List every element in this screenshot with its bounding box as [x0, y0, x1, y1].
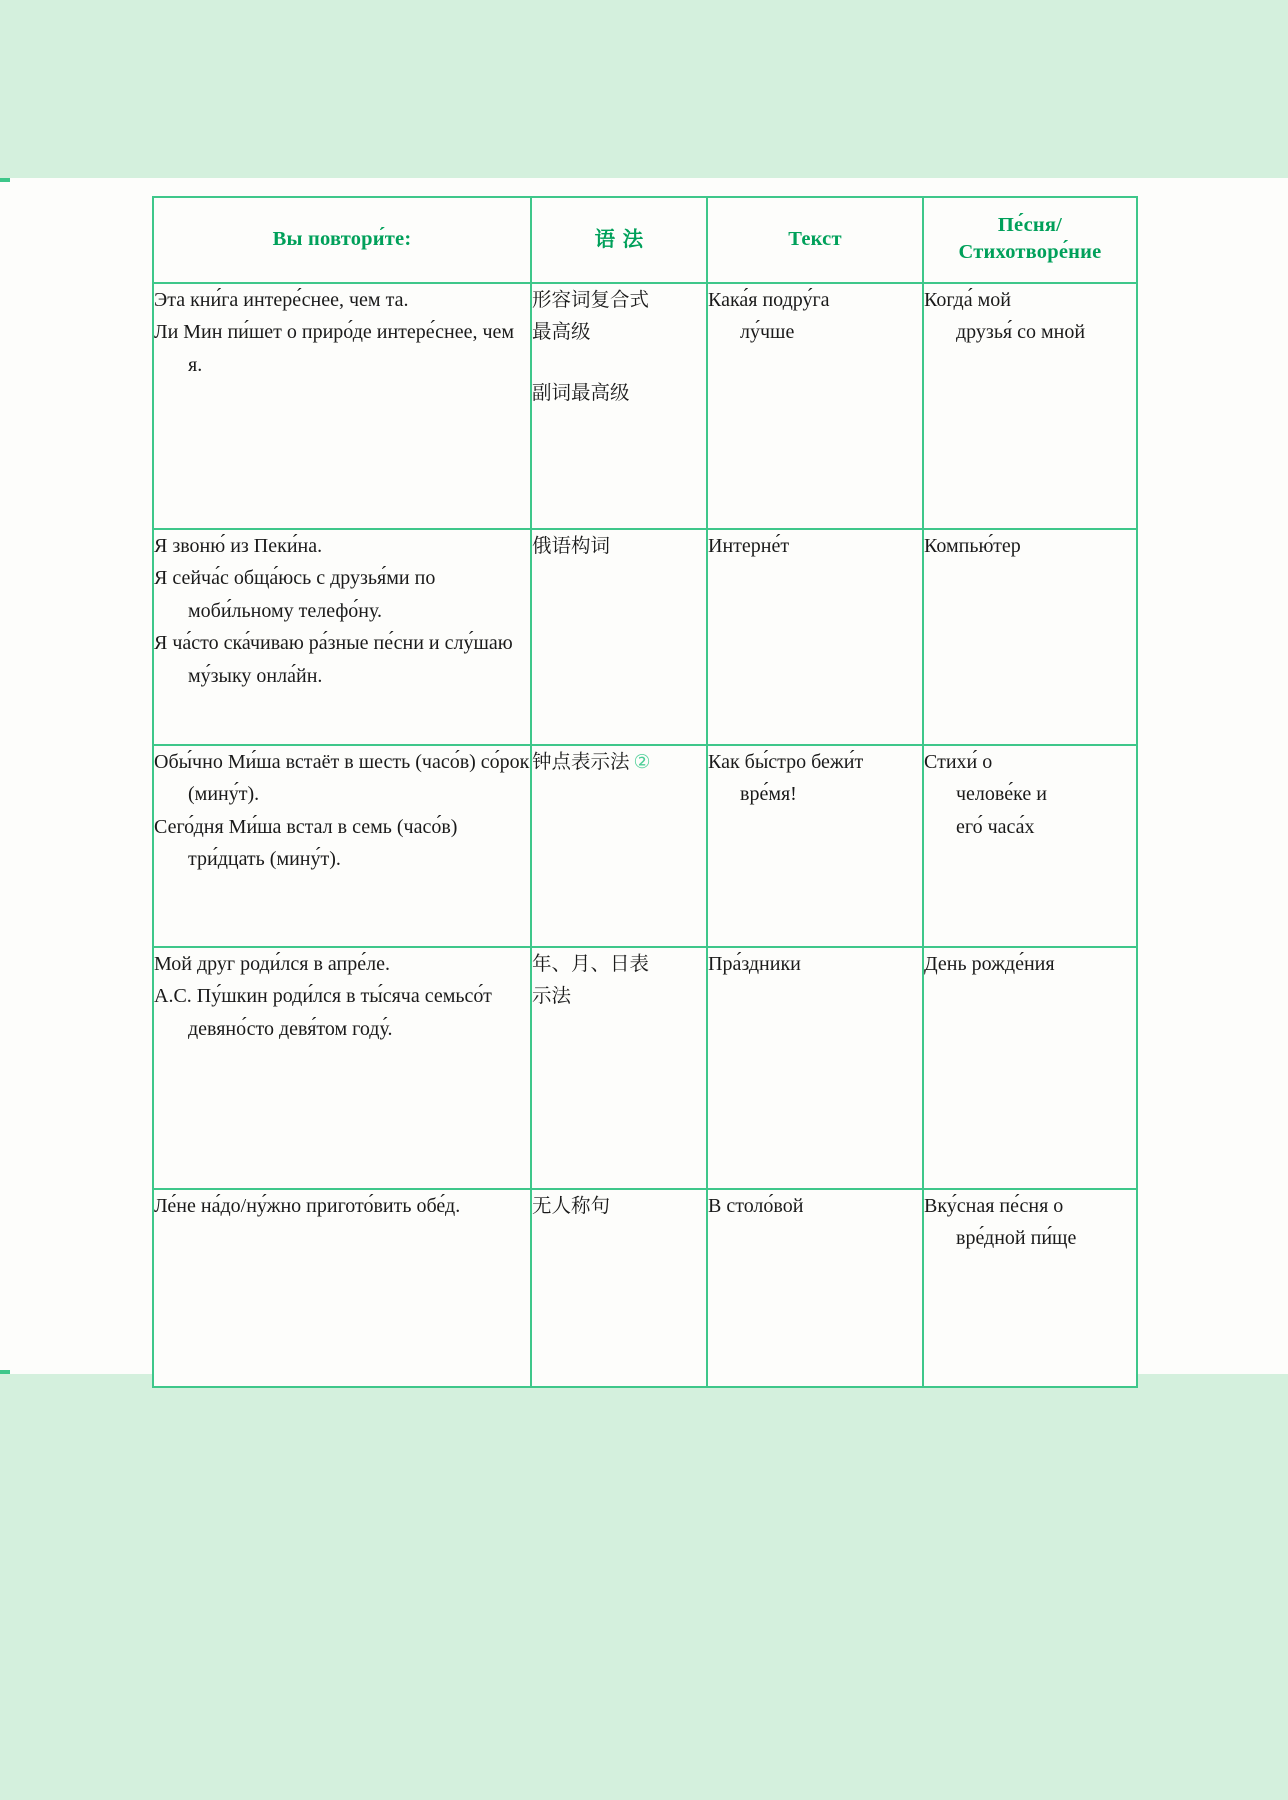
column-header-song-line1: Пе́сня/: [997, 214, 1063, 236]
song-title-line: друзья́ со мной: [956, 321, 1086, 344]
lesson-summary-table: [152, 196, 1138, 1388]
grammar-item: 副词最高级: [532, 381, 630, 405]
cell-grammar: [531, 745, 707, 947]
review-sentence: Эта кни́га интере́снее, чем та.: [154, 289, 409, 312]
grammar-item: 形容词复合式: [532, 288, 650, 312]
cell-grammar: [531, 1189, 707, 1387]
review-sentence: Мой друг роди́лся в апре́ле.: [154, 953, 390, 976]
grammar-item: 示法: [532, 983, 572, 1007]
review-sentence: Я ча́сто ска́чиваю ра́зные пе́сни и слу́шаю му́зыку онла́йн.: [154, 632, 513, 687]
grammar-item: 最高级: [532, 319, 591, 343]
review-sentence: Сего́дня Ми́ша встал в семь (часо́в) три́дцать (мину́т).: [154, 815, 458, 871]
cell-song: [923, 947, 1137, 1189]
bottom-edge-rule: [0, 1370, 10, 1374]
table-row: [153, 947, 1137, 1189]
table-header-row: [153, 197, 1137, 283]
column-header-song: [923, 197, 1137, 283]
grammar-item-wrapper: [532, 746, 706, 778]
grammar-item: 俄语构词: [532, 534, 611, 558]
song-title-line: День рожде́ния: [924, 953, 1055, 976]
cell-review: [153, 1189, 531, 1387]
cell-review: [153, 947, 531, 1189]
grammar-spacer: [532, 347, 706, 377]
song-title-line: Когда́ мой: [924, 289, 1011, 312]
text-title-line: лу́чше: [740, 321, 795, 344]
cell-grammar: [531, 283, 707, 529]
review-sentence: Я сейча́с обща́юсь с друзья́ми по моби́льному телефо́ну.: [154, 567, 436, 622]
cell-grammar: [531, 529, 707, 745]
song-title-line: челове́ке и: [956, 783, 1047, 806]
cell-song: [923, 745, 1137, 947]
grammar-item: 钟点表示法: [532, 750, 630, 774]
review-sentence: А.С. Пу́шкин роди́лся в ты́сяча семьсо́т девяно́сто девя́том году́.: [154, 985, 492, 1040]
table-row: [153, 1189, 1137, 1387]
column-header-grammar: 语 法: [531, 197, 707, 283]
cell-song: [923, 1189, 1137, 1387]
review-sentence: Обы́чно Ми́ша встаёт в шесть (часо́в) со́рок (мину́т).: [154, 751, 530, 806]
song-title-line: Стихи́ о: [924, 751, 993, 774]
cell-text: [707, 947, 923, 1189]
song-title-line: его́ часа́х: [956, 815, 1035, 838]
review-sentence: Ле́не на́до/ну́жно пригото́вить обе́д.: [154, 1195, 461, 1218]
text-title-line: Пра́здники: [708, 953, 801, 976]
grammar-item-marker: ②: [633, 751, 651, 774]
table-row: [153, 529, 1137, 745]
song-title-line: вре́дной пи́ще: [956, 1227, 1077, 1250]
cell-song: [923, 529, 1137, 745]
column-header-song-line2: Стихотворе́ние: [958, 241, 1102, 264]
cell-review: [153, 529, 531, 745]
column-header-text: Текст: [707, 197, 923, 283]
column-header-review: Вы повтори́те:: [153, 197, 531, 283]
text-title-line: Кака́я подру́га: [708, 289, 830, 312]
song-title-line: Компью́тер: [924, 535, 1021, 558]
table-row: [153, 745, 1137, 947]
cell-review: [153, 283, 531, 529]
review-sentence: Я звоню́ из Пеки́на.: [154, 535, 323, 558]
text-title-line: В столо́вой: [708, 1195, 804, 1218]
review-sentence: Ли Мин пи́шет о приро́де интере́снее, чем я.: [154, 321, 515, 376]
cell-song: [923, 283, 1137, 529]
top-edge-rule: [0, 178, 10, 182]
cell-grammar: [531, 947, 707, 1189]
text-title-line: Как бы́стро бежи́т: [708, 751, 864, 774]
cell-text: [707, 283, 923, 529]
table-row: [153, 283, 1137, 529]
cell-text: [707, 745, 923, 947]
grammar-item: 无人称句: [532, 1194, 611, 1218]
cell-review: [153, 745, 531, 947]
grammar-item: 年、月、日表: [532, 952, 650, 976]
cell-text: [707, 529, 923, 745]
song-title-line: Вку́сная пе́сня о: [924, 1195, 1064, 1218]
text-title-line: вре́мя!: [740, 783, 797, 806]
text-title-line: Интерне́т: [708, 535, 790, 558]
cell-text: [707, 1189, 923, 1387]
